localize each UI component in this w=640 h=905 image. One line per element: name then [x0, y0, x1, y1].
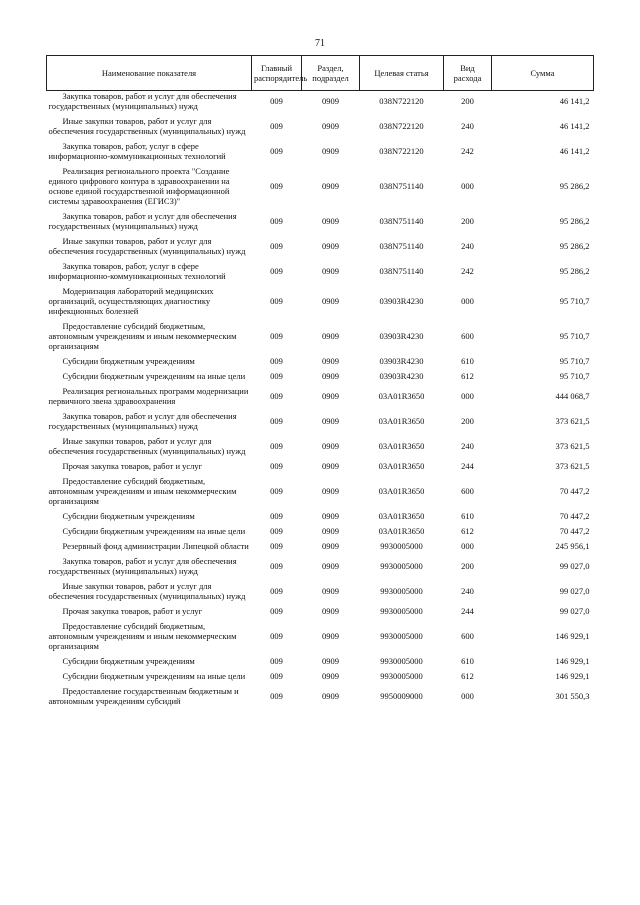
- row-target-article: 038N751140: [379, 266, 424, 276]
- row-expense-type: 200: [461, 96, 474, 106]
- row-target-article: 03А01R3650: [378, 511, 425, 521]
- row-amount: 46 141,2: [559, 146, 590, 156]
- row-main-manager: 009: [270, 416, 283, 426]
- row-indicator-name: Закупка товаров, работ, услуг в сфере информационно-коммуникационных технологий: [48, 261, 226, 281]
- row-target-article: 03А01R3650: [378, 441, 425, 451]
- row-amount: 301 550,3: [555, 691, 590, 701]
- row-section: 0909: [322, 216, 339, 226]
- header-section: Раздел, подраздел: [302, 56, 360, 91]
- row-target-article: 03А01R3650: [378, 486, 425, 496]
- row-indicator-name: Предоставление субсидий бюджетным, автономным учреждениям и иным некоммерческим организациям: [48, 621, 237, 651]
- row-indicator-name: Закупка товаров, работ и услуг для обеспечения государственных (муниципальных) нужд: [48, 211, 237, 231]
- row-expense-type: 242: [461, 146, 474, 156]
- table-row: [47, 111, 594, 136]
- row-target-article: 9930005000: [380, 561, 423, 571]
- table-row: [47, 551, 594, 576]
- table-header-row: [47, 56, 594, 91]
- row-amount: 146 929,1: [555, 671, 590, 681]
- row-amount: 373 621,5: [555, 441, 590, 451]
- row-indicator-name: Иные закупки товаров, работ и услуг для обеспечения государственных (муниципальных) нужд: [48, 116, 246, 136]
- row-expense-type: 600: [461, 331, 474, 341]
- row-main-manager: 009: [270, 441, 283, 451]
- row-section: 0909: [322, 296, 339, 306]
- row-expense-type: 600: [461, 486, 474, 496]
- row-amount: 95 286,2: [559, 266, 590, 276]
- row-amount: 95 710,7: [559, 356, 590, 366]
- row-section: 0909: [322, 356, 339, 366]
- row-main-manager: 009: [270, 216, 283, 226]
- row-amount: 70 447,2: [559, 526, 590, 536]
- row-section: 0909: [322, 631, 339, 641]
- header-expense-type: Вид расхода: [444, 56, 492, 91]
- table-row: [47, 521, 594, 536]
- row-amount: 95 710,7: [559, 331, 590, 341]
- row-target-article: 9930005000: [380, 541, 423, 551]
- row-expense-type: 610: [461, 511, 474, 521]
- row-expense-type: 612: [461, 371, 474, 381]
- row-indicator-name: Предоставление субсидий бюджетным, автономным учреждениям и иным некоммерческим организациям: [48, 321, 237, 351]
- table-row: [47, 576, 594, 601]
- row-indicator-name: Резервный фонд администрации Липецкой области: [62, 541, 249, 551]
- row-indicator-name: Предоставление государственным бюджетным и автономным учреждениям субсидий: [48, 686, 239, 706]
- table-row: [47, 406, 594, 431]
- row-amount: 95 286,2: [559, 181, 590, 191]
- row-target-article: 03903R4230: [379, 331, 424, 341]
- row-section: 0909: [322, 441, 339, 451]
- row-target-article: 9930005000: [380, 671, 423, 681]
- row-target-article: 038N751140: [379, 241, 424, 251]
- table-row: [47, 601, 594, 616]
- row-section: 0909: [322, 121, 339, 131]
- header-amount: Сумма: [492, 56, 594, 91]
- row-section: 0909: [322, 511, 339, 521]
- row-expense-type: 610: [461, 656, 474, 666]
- row-amount: 99 027,0: [559, 606, 590, 616]
- row-expense-type: 244: [461, 606, 474, 616]
- header-main-manager: Главный распорядитель: [252, 56, 302, 91]
- row-main-manager: 009: [270, 356, 283, 366]
- row-amount: 70 447,2: [559, 486, 590, 496]
- row-section: 0909: [322, 146, 339, 156]
- row-section: 0909: [322, 486, 339, 496]
- row-section: 0909: [322, 606, 339, 616]
- table-row: [47, 666, 594, 681]
- table-row: [47, 431, 594, 456]
- row-indicator-name: Субсидии бюджетным учреждениям на иные цели: [62, 526, 246, 536]
- row-target-article: 03903R4230: [379, 356, 424, 366]
- table-row: [47, 231, 594, 256]
- row-main-manager: 009: [270, 526, 283, 536]
- budget-table: [46, 55, 594, 706]
- row-target-article: 9930005000: [380, 631, 423, 641]
- row-expense-type: 000: [461, 181, 474, 191]
- row-expense-type: 610: [461, 356, 474, 366]
- row-section: 0909: [322, 241, 339, 251]
- table-row: [47, 256, 594, 281]
- row-expense-type: 200: [461, 216, 474, 226]
- row-expense-type: 242: [461, 266, 474, 276]
- row-target-article: 03903R4230: [379, 296, 424, 306]
- row-expense-type: 200: [461, 416, 474, 426]
- row-expense-type: 240: [461, 441, 474, 451]
- row-indicator-name: Иные закупки товаров, работ и услуг для обеспечения государственных (муниципальных) нужд: [48, 436, 246, 456]
- row-main-manager: 009: [270, 671, 283, 681]
- row-target-article: 03А01R3650: [378, 391, 425, 401]
- row-indicator-name: Иные закупки товаров, работ и услуг для обеспечения государственных (муниципальных) нужд: [48, 236, 246, 256]
- header-target-article: Целевая статья: [360, 56, 444, 91]
- row-expense-type: 000: [461, 541, 474, 551]
- row-target-article: 038N751140: [379, 181, 424, 191]
- row-section: 0909: [322, 416, 339, 426]
- row-main-manager: 009: [270, 331, 283, 341]
- row-amount: 444 068,7: [555, 391, 590, 401]
- table-row: [47, 651, 594, 666]
- row-section: 0909: [322, 371, 339, 381]
- row-indicator-name: Закупка товаров, работ и услуг для обеспечения государственных (муниципальных) нужд: [48, 91, 237, 111]
- row-target-article: 03А01R3650: [378, 461, 425, 471]
- row-target-article: 9930005000: [380, 656, 423, 666]
- row-expense-type: 612: [461, 671, 474, 681]
- row-amount: 95 710,7: [559, 296, 590, 306]
- row-indicator-name: Прочая закупка товаров, работ и услуг: [62, 461, 203, 471]
- row-main-manager: 009: [270, 121, 283, 131]
- row-expense-type: 600: [461, 631, 474, 641]
- row-section: 0909: [322, 541, 339, 551]
- row-section: 0909: [322, 526, 339, 536]
- row-section: 0909: [322, 586, 339, 596]
- row-indicator-name: Субсидии бюджетным учреждениям: [62, 656, 195, 666]
- row-main-manager: 009: [270, 656, 283, 666]
- table-row: [47, 91, 594, 112]
- row-main-manager: 009: [270, 486, 283, 496]
- table-row: [47, 471, 594, 506]
- row-indicator-name: Модернизация лабораторий медицинских организаций, осуществляющих диагностику инфекционных болезней: [48, 286, 214, 316]
- row-indicator-name: Закупка товаров, работ, услуг в сфере информационно-коммуникационных технологий: [48, 141, 226, 161]
- row-target-article: 03А01R3650: [378, 526, 425, 536]
- row-section: 0909: [322, 561, 339, 571]
- row-main-manager: 009: [270, 146, 283, 156]
- row-main-manager: 009: [270, 511, 283, 521]
- table-row: [47, 136, 594, 161]
- row-main-manager: 009: [270, 391, 283, 401]
- row-main-manager: 009: [270, 296, 283, 306]
- row-indicator-name: Закупка товаров, работ и услуг для обеспечения государственных (муниципальных) нужд: [48, 556, 237, 576]
- row-indicator-name: Иные закупки товаров, работ и услуг для обеспечения государственных (муниципальных) нужд: [48, 581, 246, 601]
- row-section: 0909: [322, 461, 339, 471]
- row-indicator-name: Субсидии бюджетным учреждениям: [62, 356, 195, 366]
- row-amount: 146 929,1: [555, 656, 590, 666]
- row-indicator-name: Прочая закупка товаров, работ и услуг: [62, 606, 203, 616]
- budget-table-container: [46, 55, 593, 706]
- table-row: [47, 381, 594, 406]
- row-amount: 46 141,2: [559, 96, 590, 106]
- table-row: [47, 316, 594, 351]
- row-amount: 99 027,0: [559, 561, 590, 571]
- row-indicator-name: Предоставление субсидий бюджетным, автономным учреждениям и иным некоммерческим организациям: [48, 476, 237, 506]
- row-main-manager: 009: [270, 371, 283, 381]
- row-expense-type: 244: [461, 461, 474, 471]
- table-row: [47, 456, 594, 471]
- table-row: [47, 506, 594, 521]
- row-amount: 373 621,5: [555, 416, 590, 426]
- row-target-article: 9930005000: [380, 606, 423, 616]
- page-number: 71: [315, 38, 325, 49]
- row-indicator-name: Субсидии бюджетным учреждениям: [62, 511, 195, 521]
- row-main-manager: 009: [270, 606, 283, 616]
- row-target-article: 9930005000: [380, 586, 423, 596]
- table-row: [47, 681, 594, 706]
- row-target-article: 038N722120: [379, 96, 424, 106]
- row-expense-type: 200: [461, 561, 474, 571]
- table-row: [47, 281, 594, 316]
- row-expense-type: 612: [461, 526, 474, 536]
- row-section: 0909: [322, 181, 339, 191]
- row-section: 0909: [322, 266, 339, 276]
- table-row: [47, 616, 594, 651]
- row-indicator-name: Субсидии бюджетным учреждениям на иные цели: [62, 371, 246, 381]
- row-main-manager: 009: [270, 541, 283, 551]
- row-target-article: 038N722120: [379, 146, 424, 156]
- row-expense-type: 240: [461, 241, 474, 251]
- row-main-manager: 009: [270, 96, 283, 106]
- row-main-manager: 009: [270, 181, 283, 191]
- row-section: 0909: [322, 656, 339, 666]
- row-indicator-name: Реализация регионального проекта "Создание единого цифрового контура в здравоохранении на основе единой государственной информационной системы здравоохранения (ЕГИСЗ)": [48, 166, 230, 206]
- row-expense-type: 240: [461, 586, 474, 596]
- table-row: [47, 206, 594, 231]
- row-amount: 95 710,7: [559, 371, 590, 381]
- row-amount: 373 621,5: [555, 461, 590, 471]
- row-main-manager: 009: [270, 586, 283, 596]
- row-amount: 95 286,2: [559, 216, 590, 226]
- row-amount: 70 447,2: [559, 511, 590, 521]
- row-expense-type: 000: [461, 391, 474, 401]
- row-section: 0909: [322, 391, 339, 401]
- row-target-article: 03903R4230: [379, 371, 424, 381]
- table-body: [47, 91, 594, 707]
- table-row: [47, 536, 594, 551]
- row-amount: 245 956,1: [555, 541, 590, 551]
- row-amount: 99 027,0: [559, 586, 590, 596]
- row-expense-type: 000: [461, 691, 474, 701]
- table-row: [47, 366, 594, 381]
- row-section: 0909: [322, 671, 339, 681]
- row-amount: 46 141,2: [559, 121, 590, 131]
- row-indicator-name: Субсидии бюджетным учреждениям на иные цели: [62, 671, 246, 681]
- row-target-article: 038N722120: [379, 121, 424, 131]
- row-target-article: 038N751140: [379, 216, 424, 226]
- row-section: 0909: [322, 331, 339, 341]
- row-section: 0909: [322, 96, 339, 106]
- row-main-manager: 009: [270, 461, 283, 471]
- row-main-manager: 009: [270, 631, 283, 641]
- row-target-article: 9950009000: [380, 691, 423, 701]
- row-expense-type: 000: [461, 296, 474, 306]
- row-main-manager: 009: [270, 266, 283, 276]
- row-indicator-name: Закупка товаров, работ и услуг для обеспечения государственных (муниципальных) нужд: [48, 411, 237, 431]
- row-indicator-name: Реализация региональных программ модернизации первичного звена здравоохранения: [48, 386, 249, 406]
- row-amount: 95 286,2: [559, 241, 590, 251]
- row-main-manager: 009: [270, 561, 283, 571]
- table-row: [47, 351, 594, 366]
- row-main-manager: 009: [270, 241, 283, 251]
- row-amount: 146 929,1: [555, 631, 590, 641]
- row-main-manager: 009: [270, 691, 283, 701]
- table-row: [47, 161, 594, 206]
- row-target-article: 03А01R3650: [378, 416, 425, 426]
- header-indicator-name: Наименование показателя: [47, 56, 252, 91]
- row-expense-type: 240: [461, 121, 474, 131]
- row-section: 0909: [322, 691, 339, 701]
